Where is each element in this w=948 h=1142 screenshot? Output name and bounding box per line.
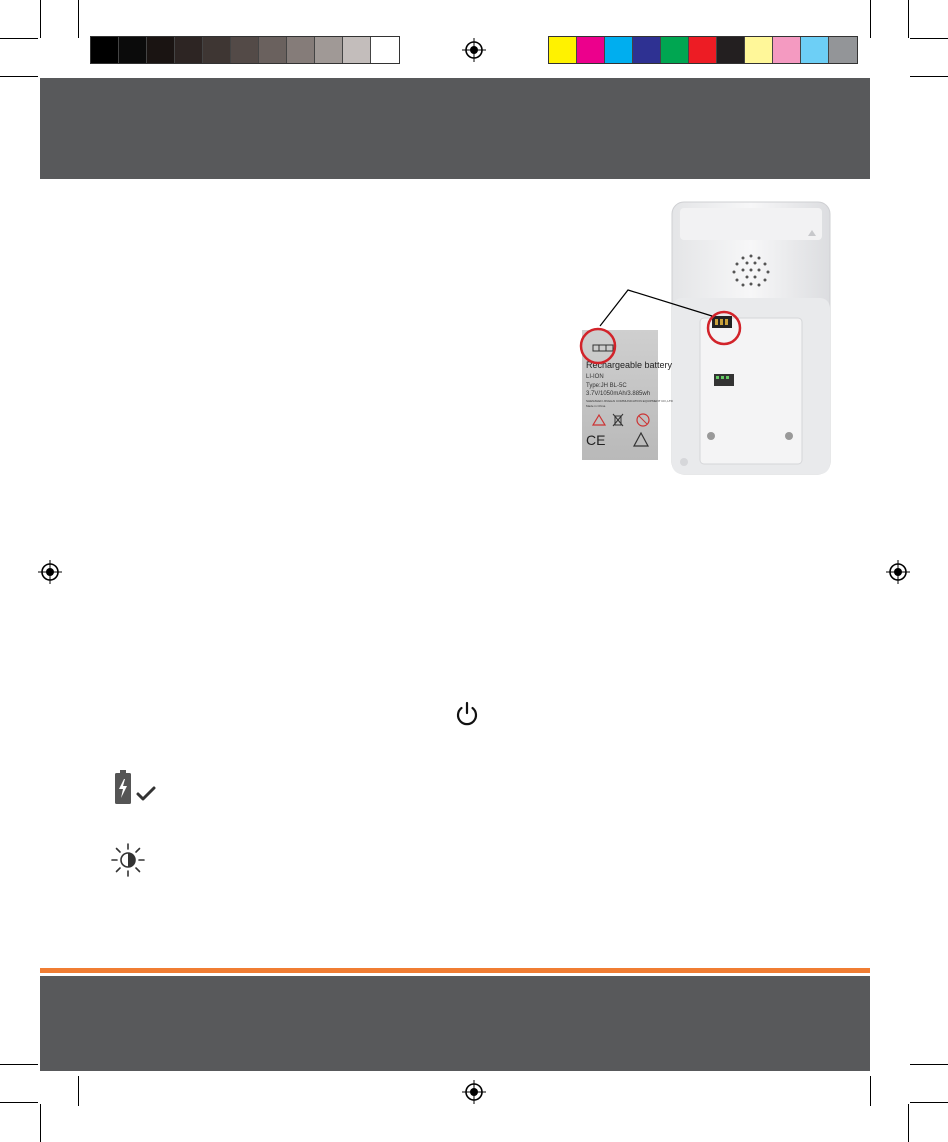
color-swatch xyxy=(343,37,371,63)
crop-mark xyxy=(0,1102,38,1103)
registration-mark-icon xyxy=(462,1080,486,1104)
color-swatch xyxy=(91,37,119,63)
power-icon xyxy=(454,700,480,728)
color-swatch xyxy=(371,37,399,63)
color-swatch xyxy=(745,37,773,63)
color-swatch xyxy=(175,37,203,63)
color-swatch xyxy=(829,37,857,63)
color-swatch xyxy=(287,37,315,63)
crop-mark xyxy=(908,1104,909,1142)
gray-color-bar xyxy=(90,36,400,64)
color-swatch xyxy=(259,37,287,63)
color-swatch xyxy=(147,37,175,63)
label-rating: 3.7V/1050mAh/3.885wh xyxy=(586,391,651,397)
color-swatch xyxy=(203,37,231,63)
crop-mark xyxy=(40,1104,41,1142)
registration-mark-icon xyxy=(38,560,62,584)
crop-mark xyxy=(870,1076,871,1106)
footer-band xyxy=(40,976,870,1071)
crop-mark xyxy=(910,1102,948,1103)
no-disposal-icon xyxy=(636,413,650,427)
footer-accent-line xyxy=(40,968,870,973)
label-origin: Made in China xyxy=(586,404,606,408)
crop-mark xyxy=(0,76,38,77)
recycle-icon xyxy=(632,432,650,448)
crop-mark xyxy=(908,0,909,38)
crop-mark xyxy=(40,0,41,38)
color-swatch xyxy=(661,37,689,63)
crop-mark xyxy=(78,0,79,38)
color-swatch xyxy=(689,37,717,63)
color-swatch xyxy=(315,37,343,63)
label-title: Rechargeable battery xyxy=(586,360,673,370)
weee-bin-icon xyxy=(612,413,624,427)
crop-mark xyxy=(78,1076,79,1106)
registration-mark-icon xyxy=(462,38,486,62)
color-swatch xyxy=(231,37,259,63)
ce-mark: CE xyxy=(586,432,606,448)
label-type: Type:JH BL-5C xyxy=(586,383,627,389)
color-swatch xyxy=(119,37,147,63)
crop-mark xyxy=(910,1064,948,1065)
color-swatch xyxy=(633,37,661,63)
color-swatch xyxy=(605,37,633,63)
label-highlight-circle xyxy=(578,326,618,366)
color-swatch xyxy=(773,37,801,63)
crop-mark xyxy=(0,38,38,39)
crop-mark xyxy=(910,38,948,39)
crop-mark xyxy=(910,76,948,77)
label-maker: SHENZHEN JINGHAI COMMUNICATION EQUIPMENT CO.,LTD xyxy=(586,399,673,403)
color-swatch xyxy=(717,37,745,63)
brightness-icon xyxy=(110,842,146,878)
crop-mark xyxy=(870,0,871,38)
process-color-bar xyxy=(548,36,858,64)
label-chemistry: LI-ION xyxy=(586,374,604,380)
color-swatch xyxy=(801,37,829,63)
device-back-image xyxy=(668,198,834,482)
color-swatch xyxy=(549,37,577,63)
warning-icon xyxy=(592,414,606,426)
callout-line xyxy=(596,288,716,328)
battery-charged-icon xyxy=(112,770,160,806)
header-band xyxy=(40,78,870,179)
crop-mark xyxy=(0,1064,38,1065)
color-swatch xyxy=(577,37,605,63)
registration-mark-icon xyxy=(886,560,910,584)
